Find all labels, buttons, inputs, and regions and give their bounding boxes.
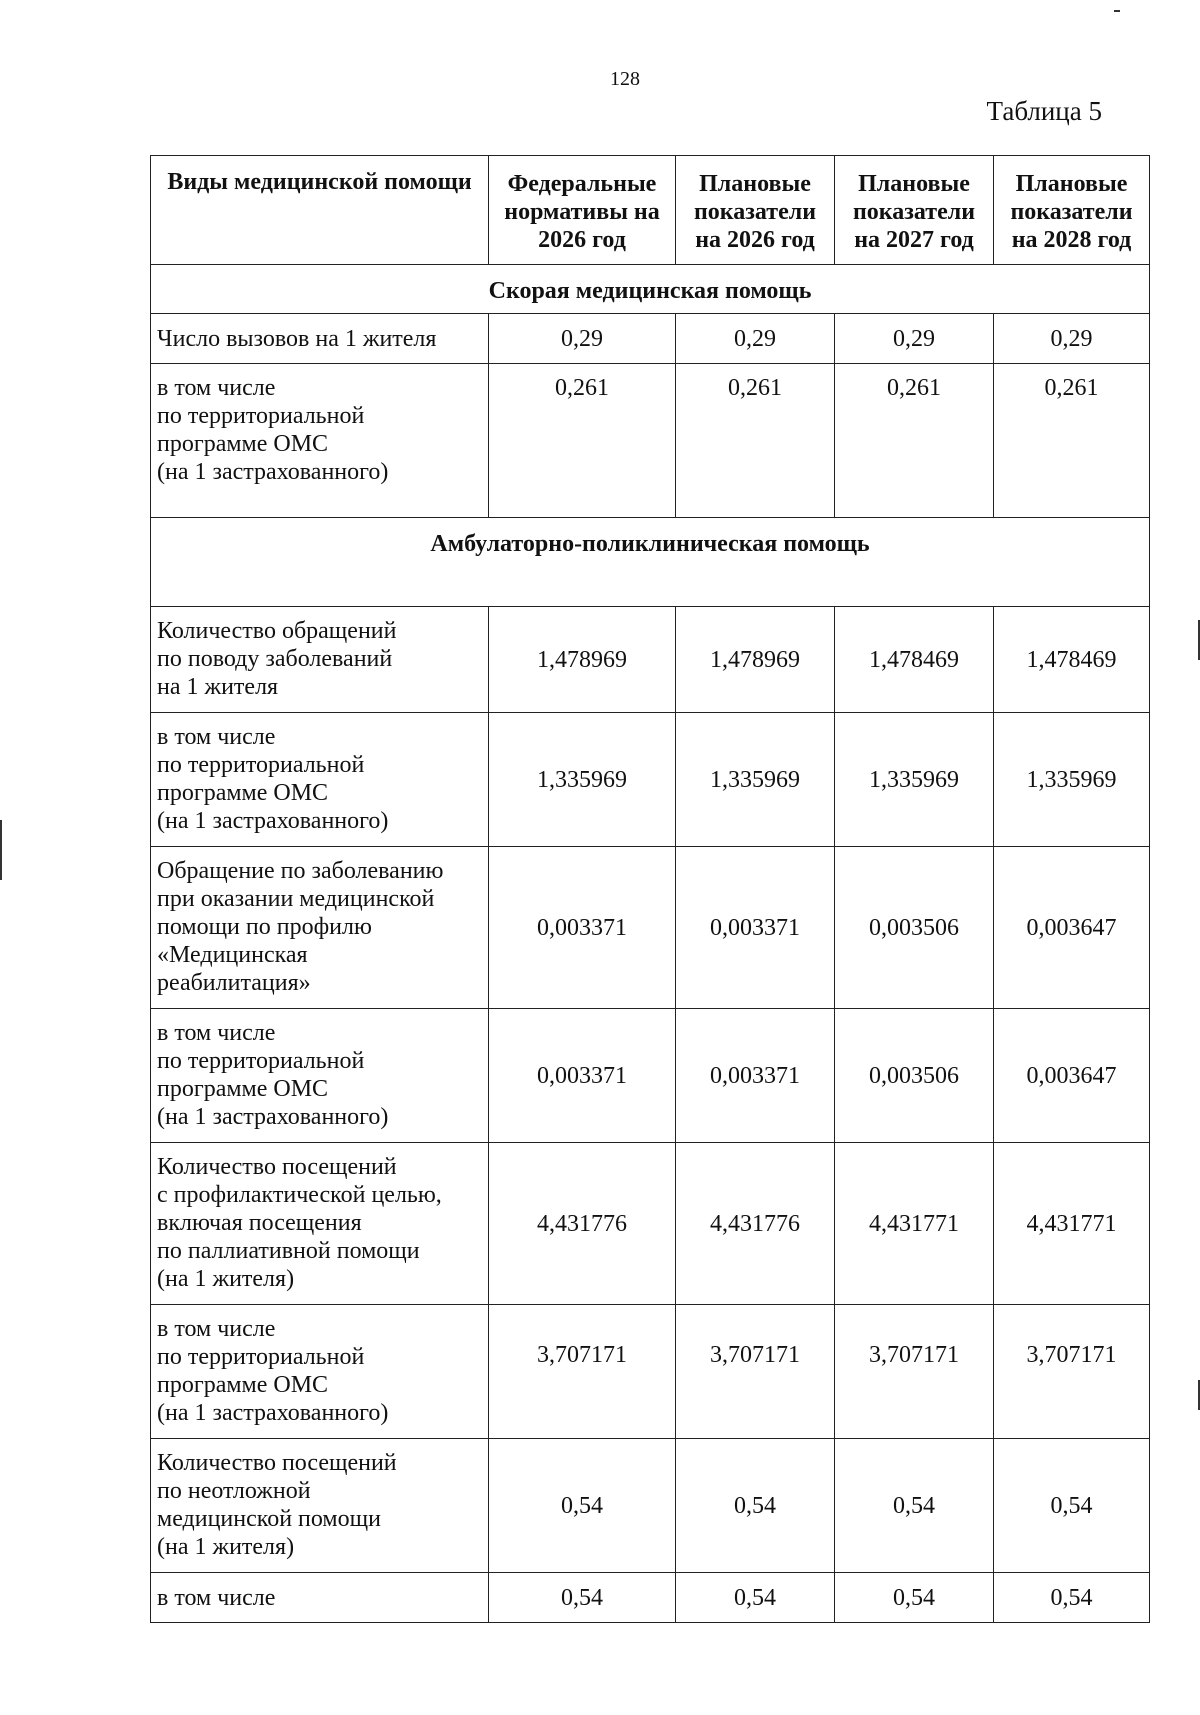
row-label: Количество посещений по неотложной медицинской помощи (на 1 жителя) <box>151 1439 489 1573</box>
cell-value: 1,478469 <box>994 607 1150 713</box>
cell-value: 0,003371 <box>676 1009 835 1143</box>
cell-value: 4,431776 <box>676 1143 835 1305</box>
section-title-emergency: Скорая медицинская помощь <box>151 265 1150 314</box>
section-title-outpatient: Амбулаторно-поликлиническая помощь <box>151 518 1150 607</box>
row-label: в том числе по территориальной программе ОМС (на 1 застрахованного) <box>151 713 489 847</box>
table-row <box>151 1439 1150 1573</box>
column-header-plan-2026: Плановые показатели на 2026 год <box>676 156 835 265</box>
cell-value: 1,335969 <box>994 713 1150 847</box>
row-label: в том числе по территориальной программе ОМС (на 1 застрахованного) <box>151 1009 489 1143</box>
cell-value: 0,54 <box>835 1439 994 1573</box>
cell-value: 0,29 <box>676 314 835 364</box>
cell-value: 0,261 <box>489 364 676 518</box>
table-row <box>151 1573 1150 1623</box>
cell-value: 1,478969 <box>489 607 676 713</box>
cell-value: 0,003647 <box>994 1009 1150 1143</box>
cell-value: 0,003371 <box>489 847 676 1009</box>
cell-value: 1,478469 <box>835 607 994 713</box>
row-label: в том числе по территориальной программе ОМС (на 1 застрахованного) <box>151 364 489 518</box>
table-row <box>151 314 1150 364</box>
header-row <box>151 156 1150 265</box>
cell-value: 1,335969 <box>676 713 835 847</box>
row-label: Количество обращений по поводу заболеваний на 1 жителя <box>151 607 489 713</box>
column-header-federal-2026: Федеральные нормативы на 2026 год <box>489 156 676 265</box>
cell-value: 0,54 <box>676 1439 835 1573</box>
cell-value: 0,29 <box>994 314 1150 364</box>
normatives-table <box>150 155 1150 1623</box>
cell-value: 3,707171 <box>489 1305 676 1439</box>
cell-value: 0,54 <box>835 1573 994 1623</box>
cell-value: 0,54 <box>994 1573 1150 1623</box>
table-row <box>151 847 1150 1009</box>
cell-value: 0,003647 <box>994 847 1150 1009</box>
cell-value: 3,707171 <box>835 1305 994 1439</box>
table-row <box>151 713 1150 847</box>
row-label: Число вызовов на 1 жителя <box>151 314 489 364</box>
cell-value: 4,431771 <box>835 1143 994 1305</box>
scan-edge-mark-left <box>0 820 2 880</box>
column-header-kind: Виды медицинской помощи <box>151 156 489 265</box>
column-header-plan-2028: Плановые показатели на 2028 год <box>994 156 1150 265</box>
table-row <box>151 364 1150 518</box>
cell-value: 1,335969 <box>835 713 994 847</box>
cell-value: 0,261 <box>676 364 835 518</box>
row-label: Обращение по заболеванию при оказании медицинской помощи по профилю «Медицинская реабилитация» <box>151 847 489 1009</box>
table-row <box>151 1143 1150 1305</box>
cell-value: 0,003371 <box>676 847 835 1009</box>
cell-value: 3,707171 <box>994 1305 1150 1439</box>
cell-value: 0,003506 <box>835 1009 994 1143</box>
cell-value: 0,261 <box>835 364 994 518</box>
cell-value: 0,54 <box>994 1439 1150 1573</box>
cell-value: 0,54 <box>489 1573 676 1623</box>
cell-value: 1,335969 <box>489 713 676 847</box>
cell-value: 0,54 <box>489 1439 676 1573</box>
table-label: Таблица 5 <box>986 96 1102 126</box>
cell-value: 0,003506 <box>835 847 994 1009</box>
cell-value: 3,707171 <box>676 1305 835 1439</box>
scan-edge-mark-top <box>1114 10 1120 12</box>
row-label: в том числе по территориальной программе ОМС (на 1 застрахованного) <box>151 1305 489 1439</box>
table-row <box>151 1305 1150 1439</box>
cell-value: 0,54 <box>676 1573 835 1623</box>
cell-value: 0,261 <box>994 364 1150 518</box>
page-number: 128 <box>610 68 640 90</box>
cell-value: 0,003371 <box>489 1009 676 1143</box>
column-header-plan-2027: Плановые показатели на 2027 год <box>835 156 994 265</box>
section-row <box>151 265 1150 314</box>
row-label: в том числе <box>151 1573 489 1623</box>
cell-value: 0,29 <box>835 314 994 364</box>
row-label: Количество посещений с профилактической целью, включая посещения по паллиативной помощи (на 1 жителя) <box>151 1143 489 1305</box>
table-row <box>151 607 1150 713</box>
cell-value: 0,29 <box>489 314 676 364</box>
section-row <box>151 518 1150 607</box>
cell-value: 1,478969 <box>676 607 835 713</box>
table-row <box>151 1009 1150 1143</box>
cell-value: 4,431771 <box>994 1143 1150 1305</box>
cell-value: 4,431776 <box>489 1143 676 1305</box>
